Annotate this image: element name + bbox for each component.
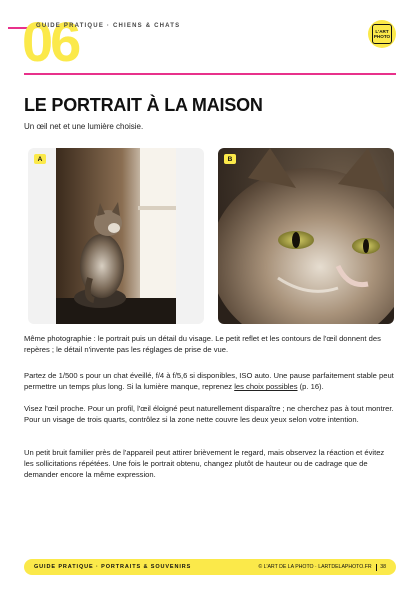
page-title: LE PORTRAIT À LA MAISON bbox=[24, 95, 263, 115]
chapter-number: 06 bbox=[22, 10, 79, 73]
photo-b-badge: B bbox=[224, 154, 236, 164]
brand-logo[interactable] bbox=[368, 20, 396, 48]
paragraph-focus: Visez l'œil proche. Pour un profil, l'œil éloigné peut naturellement disparaître ; ne cherchez pas à tout montrer. Pour un visage de trois quarts, contrôlez si la zone nette couvre les deux yeux selon votre intention. bbox=[24, 404, 394, 425]
photo-a bbox=[28, 148, 204, 324]
photo-caption: Même photographie : le portrait puis un détail du visage. Le petit reflet et les contours de l'œil donnent des repères ; le détail n'invente pas les réglages de prise de vue. bbox=[24, 334, 381, 354]
footer-copyright[interactable]: © L'ART DE LA PHOTO · LARTDELAPHOTO.FR bbox=[258, 564, 372, 570]
paragraph-settings-text: Partez de 1/500 s pour un chat éveillé, f/4 à f/5,6 si disponibles, ISO auto. Une pause parfaitement stable peut permettre un temps plus long. Si la lumière manque, reprenez bbox=[24, 371, 394, 392]
paragraph-attention: Un petit bruit familier près de l'appareil peut attirer brièvement le regard, mais observez la réaction et évitez les sollicitations répétées. Une fois le portrait obtenu, changez plutôt de hauteur ou de cadrage que de demander encore la même expression. bbox=[24, 448, 385, 480]
choices-link[interactable]: les choix possibles bbox=[234, 382, 298, 392]
logo-camera-icon bbox=[372, 24, 392, 44]
page-footer bbox=[24, 559, 396, 575]
cat-portrait-image bbox=[28, 148, 204, 324]
paragraph-settings bbox=[24, 370, 396, 392]
footer-separator bbox=[376, 564, 377, 571]
footer-page-number: 38 bbox=[380, 564, 386, 570]
photo-a-badge: A bbox=[34, 154, 46, 164]
page-subtitle: Un œil net et une lumière choisie. bbox=[24, 122, 144, 131]
header-label: GUIDE PRATIQUE · CHIENS & CHATS bbox=[36, 23, 181, 29]
header-divider bbox=[24, 73, 396, 75]
footer-right bbox=[258, 564, 386, 571]
cat-closeup-image bbox=[218, 148, 394, 324]
logo-line2: PHOTO bbox=[373, 34, 391, 39]
logo-line1: L'ART bbox=[375, 28, 389, 34]
paragraph-settings-ref: (p. 16). bbox=[297, 382, 324, 392]
photo-b bbox=[218, 148, 394, 324]
footer-guide-label: GUIDE PRATIQUE · PORTRAITS & SOUVENIRS bbox=[34, 564, 192, 570]
